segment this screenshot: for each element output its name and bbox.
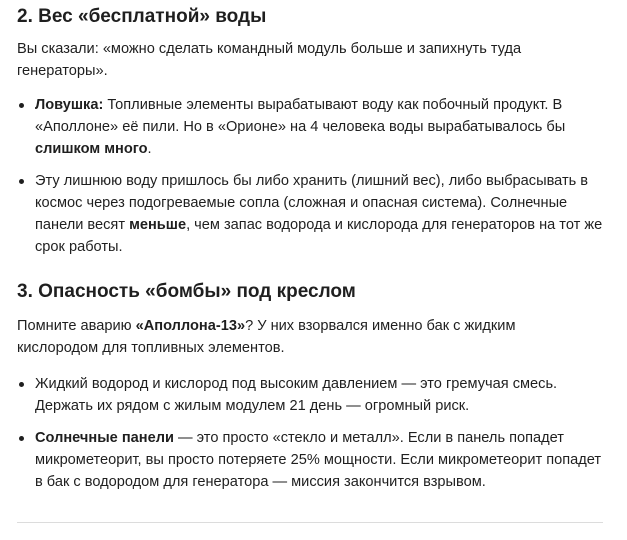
section-intro-bomb <box>17 315 597 359</box>
bold-label: Солнечные панели <box>35 430 174 446</box>
bullet-icon <box>19 103 24 108</box>
bold-emphasis: меньше <box>129 217 187 233</box>
list-item <box>17 373 607 417</box>
intro-text: Помните аварию <box>17 318 136 334</box>
list-text: Топливные элементы вырабатывают воду как побочный продукт. В «Аполлоне» её пили. Но в «Орионе» на 4 человека воды вырабатывалось бы <box>35 97 566 135</box>
list-text: . <box>147 141 152 157</box>
bold-emphasis: слишком много <box>35 141 148 157</box>
list-text: , чем запас водорода и кислорода для генераторов на тот же срок работы. <box>35 217 603 255</box>
list-item <box>17 427 607 493</box>
list-text: Жидкий водород и кислород под высоким давлением — это гремучая смесь. Держать их рядом с жилым модулем 21 день — огромный риск. <box>35 376 558 414</box>
bullet-icon <box>19 179 24 184</box>
list-item <box>17 94 607 160</box>
section-heading-bomb: 3. Опасность «бомбы» под креслом <box>17 281 356 302</box>
bullet-icon <box>19 436 24 441</box>
bold-emphasis: «Аполлона-13» <box>135 318 246 334</box>
intro-text: ? У них взорвался именно бак с жидким кислородом для топливных элементов. <box>17 318 516 356</box>
section-intro-water: Вы сказали: «можно сделать командный модуль больше и запихнуть туда генераторы». <box>17 41 522 79</box>
bullet-list-water <box>17 94 607 268</box>
bullet-list-bomb <box>17 373 607 503</box>
bullet-icon <box>19 382 24 387</box>
list-text: Эту лишнюю воду пришлось бы либо хранить (лишний вес), либо выбрасывать в космос через подогреваемые сопла (сложная и опасная система). Солнечные панели весят <box>35 173 589 233</box>
divider <box>17 522 603 523</box>
list-item <box>17 170 607 258</box>
list-text: — это просто «стекло и металл». Если в панель попадет микрометеорит, вы просто потеряете 25% мощности. Если микрометеорит попадет в бак с водородом для генератора — миссия закончится взрывом. <box>35 430 602 490</box>
bold-label: Ловушка: <box>35 97 104 113</box>
section-heading-water: 2. Вес «бесплатной» воды <box>17 6 267 27</box>
